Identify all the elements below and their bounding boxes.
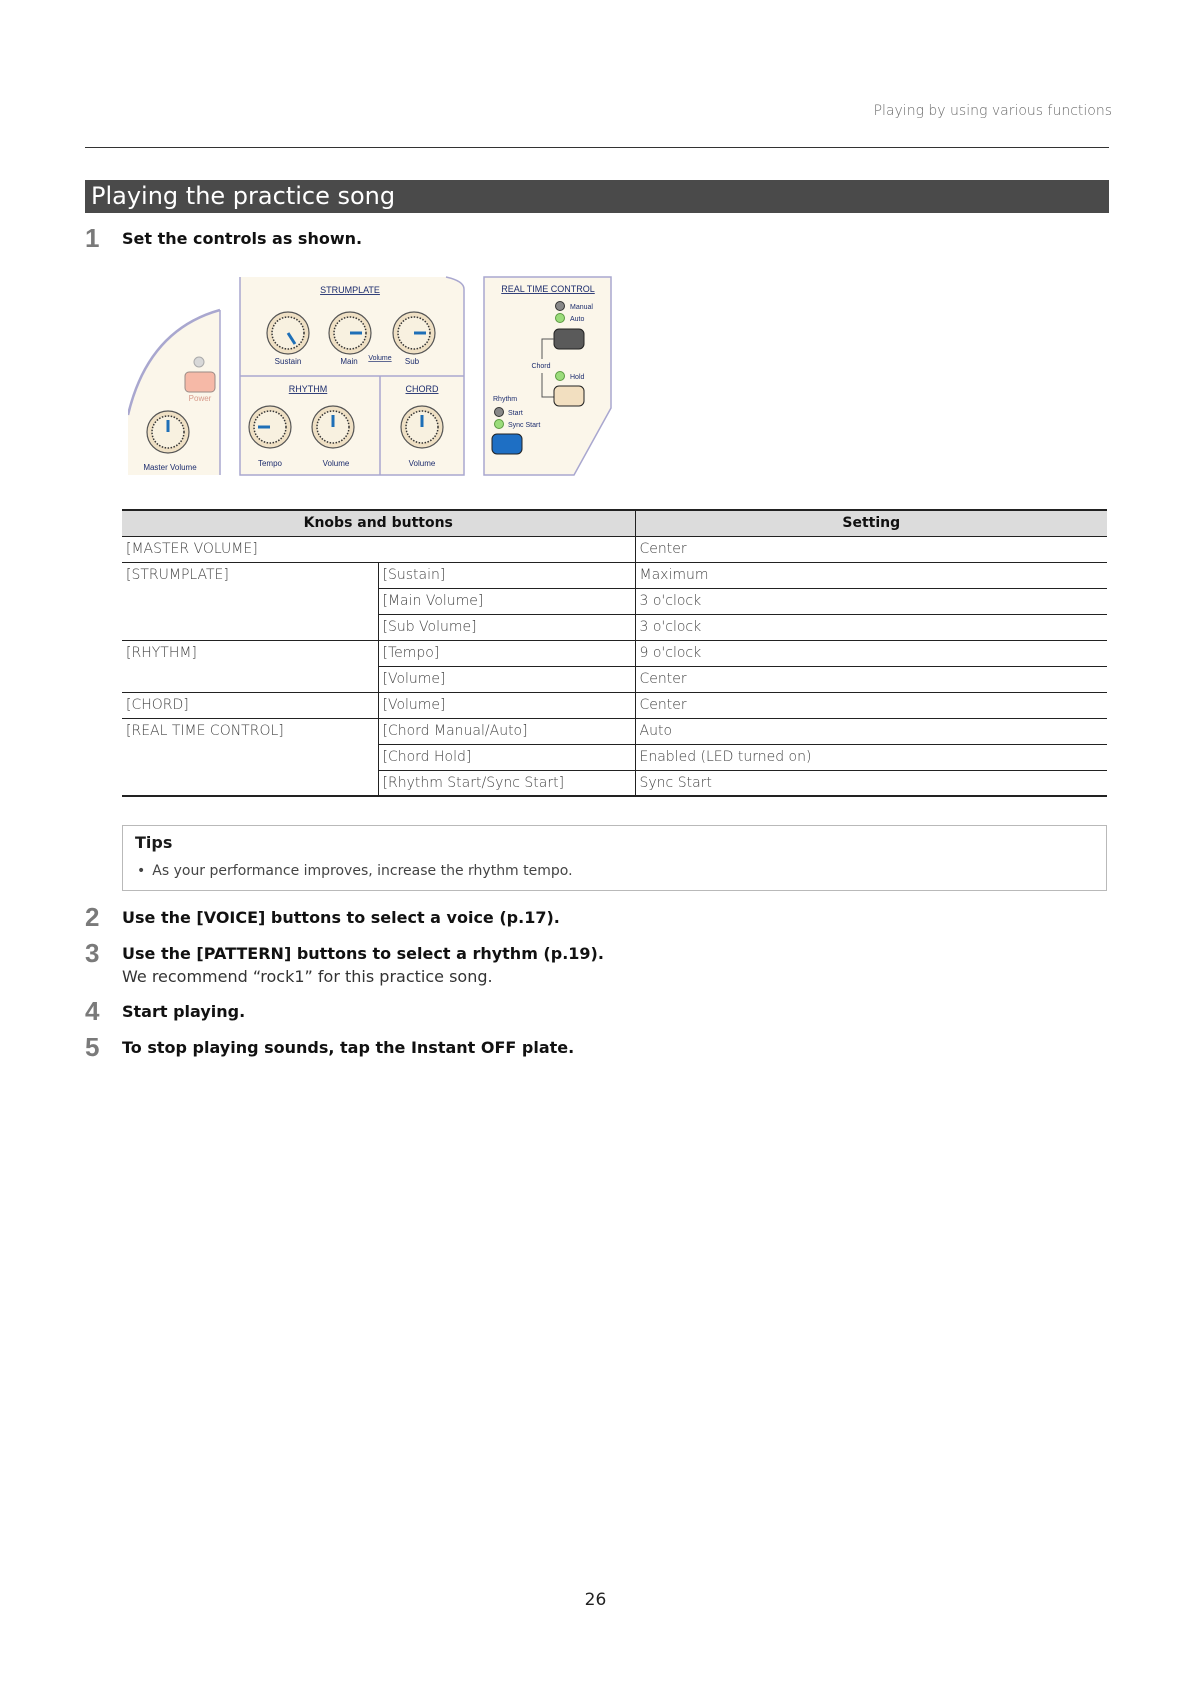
table-cell-group: [REAL TIME CONTROL]	[122, 718, 378, 796]
table-cell-item: [Tempo]	[378, 640, 635, 666]
start-label: Start	[508, 410, 523, 417]
sustain-knob-icon	[267, 312, 309, 354]
table-row	[122, 640, 1107, 666]
table-header-row	[122, 510, 1107, 536]
rhythm-start-button-icon	[492, 434, 522, 454]
master-volume-knob-icon	[147, 411, 189, 453]
control-panel-figure	[128, 275, 613, 480]
step-text: To stop playing sounds, tap the Instant OFF plate.	[122, 1038, 575, 1057]
master-volume-label: Master Volume	[143, 463, 197, 472]
auto-led-icon	[556, 314, 565, 323]
tips-item	[137, 863, 573, 879]
step-text: Start playing.	[122, 1002, 246, 1021]
power-led-icon	[194, 357, 204, 367]
rtc-label: REAL TIME CONTROL	[501, 284, 595, 294]
sub-label: Sub	[404, 357, 420, 366]
table-cell-item: [Sub Volume]	[378, 614, 635, 640]
hold-led-icon	[556, 372, 565, 381]
chord-label: CHORD	[405, 384, 439, 394]
header-knobs: Knobs and buttons	[122, 510, 635, 536]
step-number: 1	[85, 223, 100, 253]
table-row	[122, 718, 1107, 744]
rhythm-volume-knob-icon	[312, 406, 354, 448]
settings-table	[122, 509, 1107, 797]
header-setting: Setting	[635, 510, 1107, 536]
chord-manual-auto-button-icon	[554, 329, 584, 349]
running-head: Playing by using various functions	[873, 103, 1112, 119]
step-number: 4	[85, 996, 100, 1026]
tempo-label: Tempo	[257, 459, 283, 468]
table-cell-setting: 3 o'clock	[635, 614, 1107, 640]
tips-item-text: As your performance improves, increase the rhythm tempo.	[152, 863, 573, 879]
step-number: 5	[85, 1032, 100, 1062]
rhythm-label: RHYTHM	[288, 384, 328, 394]
sustain-label: Sustain	[274, 357, 302, 366]
table-row	[122, 692, 1107, 718]
table-cell-item: [Chord Hold]	[378, 744, 635, 770]
main-label: Main	[340, 357, 358, 366]
table-row	[122, 562, 1107, 588]
power-button-icon	[185, 372, 215, 392]
power-label: Power	[188, 394, 212, 403]
tips-box	[122, 825, 1107, 891]
page-number: 26	[584, 1590, 607, 1610]
section-title: Playing the practice song	[91, 182, 396, 210]
table-cell-setting: Maximum	[635, 562, 1107, 588]
table-cell-group: [CHORD]	[122, 692, 378, 718]
chord-volume-knob-icon	[401, 406, 443, 448]
step-text: Use the [VOICE] buttons to select a voice (p.17).	[122, 908, 560, 927]
real-time-control-panel	[484, 277, 611, 475]
strumplate-label: STRUMPLATE	[320, 285, 380, 295]
sync-start-label: Sync Start	[508, 422, 541, 429]
step-text: Set the controls as shown.	[122, 229, 363, 248]
manual-led-icon	[556, 302, 565, 311]
bullet-icon: •	[137, 863, 146, 879]
table-cell-setting: Center	[635, 692, 1107, 718]
step-text: Use the [PATTERN] buttons to select a rhythm (p.19).	[122, 944, 604, 963]
sub-volume-knob-icon	[393, 312, 435, 354]
table-cell-item: [Volume]	[378, 666, 635, 692]
table-cell-setting: 3 o'clock	[635, 588, 1107, 614]
table-cell-setting: Sync Start	[635, 770, 1107, 796]
table-cell-group: [RHYTHM]	[122, 640, 378, 692]
table-cell-group: [MASTER VOLUME]	[122, 536, 635, 562]
main-panel	[240, 277, 464, 475]
rhythm-label-rtc: Rhythm	[493, 396, 518, 403]
tempo-knob-icon	[249, 406, 291, 448]
header-rule	[85, 147, 1109, 148]
manual-label: Manual	[570, 304, 593, 311]
hold-label: Hold	[570, 374, 585, 381]
table-row	[122, 536, 1107, 562]
table-cell-item: [Sustain]	[378, 562, 635, 588]
rhythm-volume-label: Volume	[322, 459, 350, 468]
sync-start-led-icon	[495, 420, 504, 429]
step-number: 3	[85, 938, 100, 968]
section-title-bar	[85, 180, 1109, 213]
table-cell-item: [Rhythm Start/Sync Start]	[378, 770, 635, 796]
table-cell-group: [STRUMPLATE]	[122, 562, 378, 640]
tips-title: Tips	[135, 833, 173, 852]
table-cell-setting: Enabled (LED turned on)	[635, 744, 1107, 770]
chord-label-rtc: Chord	[531, 363, 551, 370]
table-cell-item: [Main Volume]	[378, 588, 635, 614]
volume-caption: Volume	[368, 355, 392, 362]
auto-label: Auto	[570, 316, 585, 323]
table-cell-item: [Volume]	[378, 692, 635, 718]
main-volume-knob-icon	[329, 312, 371, 354]
step-note: We recommend “rock1” for this practice song.	[122, 967, 493, 986]
table-cell-setting: Center	[635, 536, 1107, 562]
table-cell-setting: Auto	[635, 718, 1107, 744]
chord-hold-button-icon	[554, 386, 584, 406]
start-led-icon	[495, 408, 504, 417]
step-number: 2	[85, 902, 100, 932]
table-cell-setting: 9 o'clock	[635, 640, 1107, 666]
chord-volume-label: Volume	[408, 459, 436, 468]
table-cell-setting: Center	[635, 666, 1107, 692]
body-section	[128, 310, 220, 475]
table-cell-item: [Chord Manual/Auto]	[378, 718, 635, 744]
